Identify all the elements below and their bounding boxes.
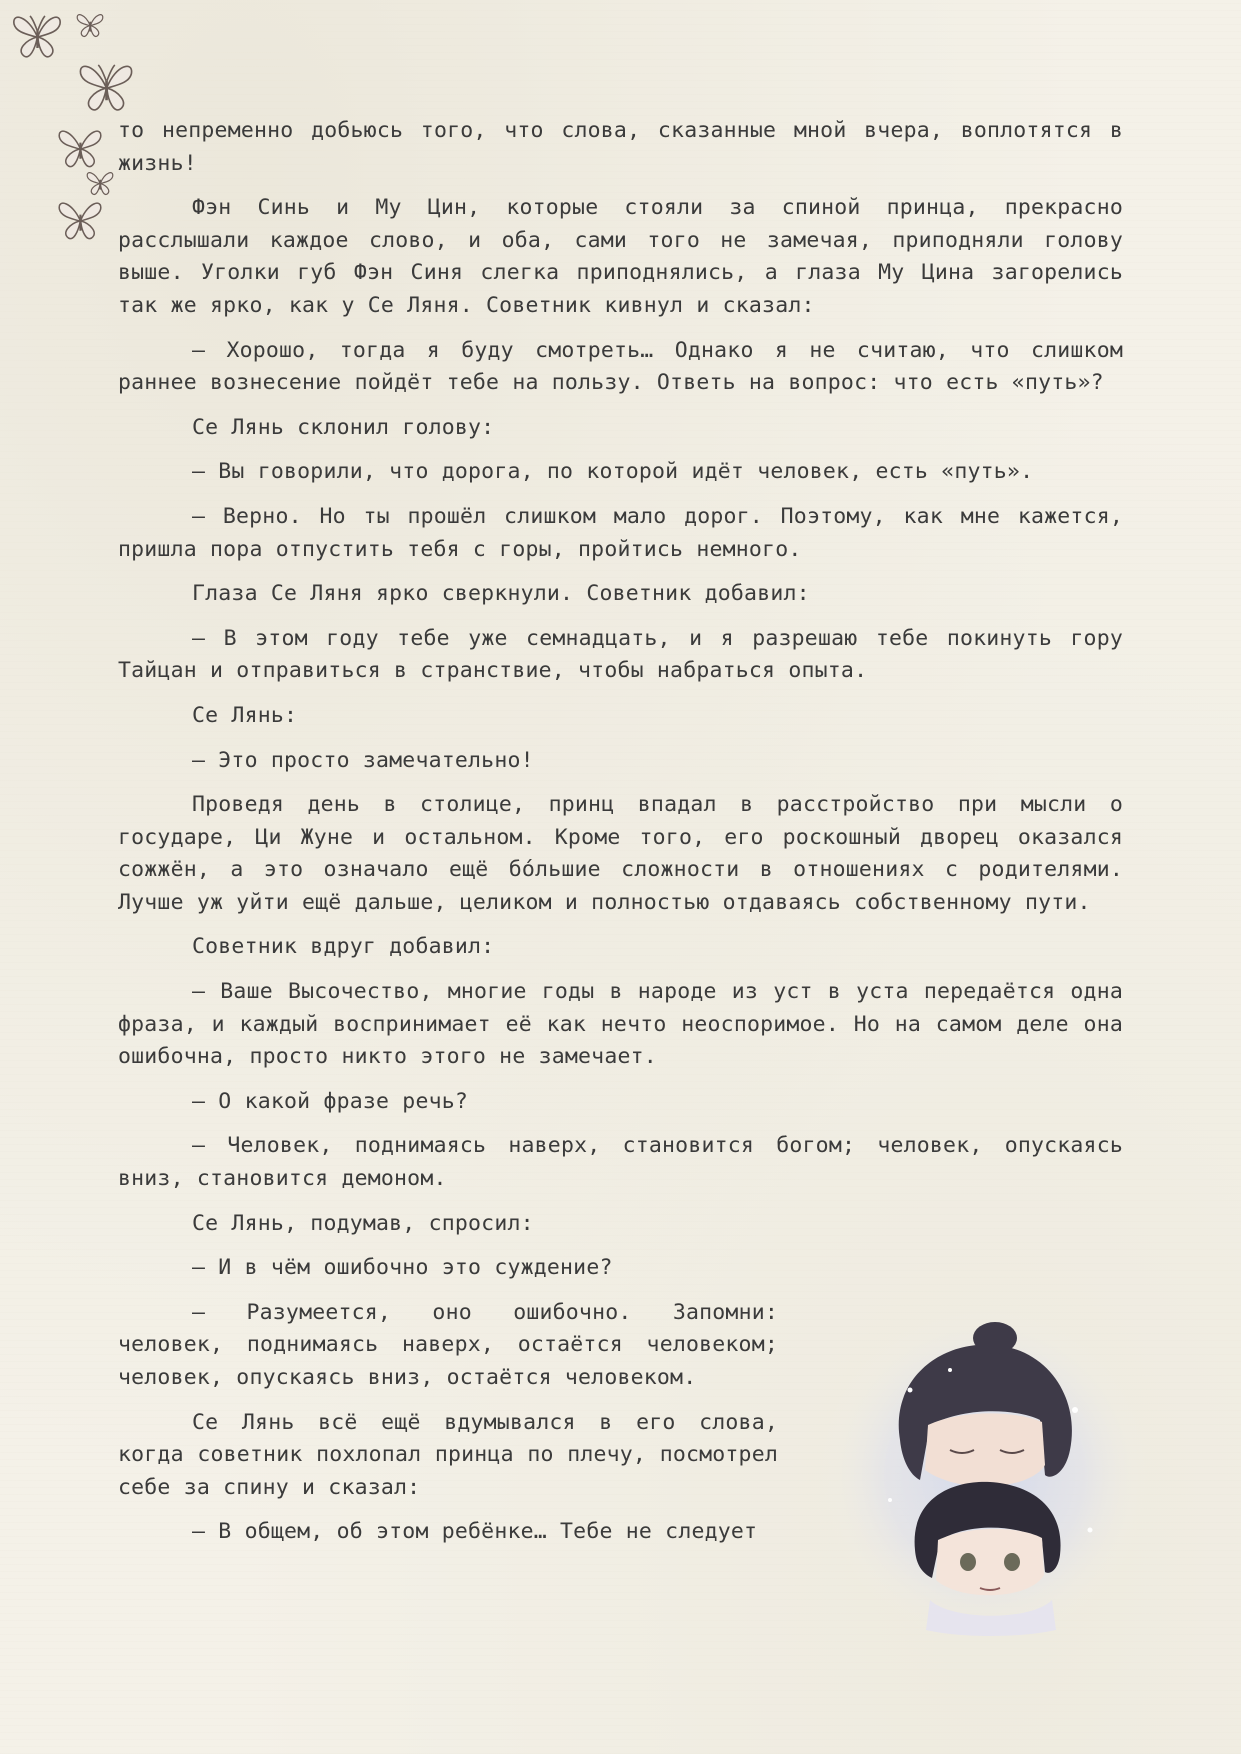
paragraph: — Верно. Но ты прошёл слишком мало дорог. Поэтому, как мне кажется, пришла пора отпустить тебя с горы, пройтись немного.: [118, 503, 1123, 562]
paragraph: Фэн Синь и Му Цин, которые стояли за спиной принца, прекрасно расслышали каждое слово, и оба, сами того не замечая, приподняли голову выше. Уголки губ Фэн Синя слегка приподнялись, а глаза Му Цина загорелись так же ярко, как у Се Ляня. Советник кивнул и сказал:: [118, 195, 1123, 318]
paragraph: — Разумеется, оно ошибочно. Запомни: человек, поднимаясь наверх, остаётся человеком; человек, опускаясь вниз, остаётся человеком.: [118, 1299, 778, 1390]
butterfly-icon: [8, 10, 66, 62]
paragraph: — И в чём ошибочно это суждение?: [192, 1255, 613, 1281]
paragraph: Се Лянь всё ещё вдумывался в его слова, когда советник похлопал принца по плечу, посмотрел себе за спину и сказал:: [118, 1409, 778, 1500]
paragraph: Глаза Се Ляня ярко сверкнули. Советник добавил:: [192, 581, 810, 607]
paragraph: Се Лянь:: [192, 702, 298, 728]
chibi-illustration: [820, 1300, 1150, 1640]
paragraph: — Хорошо, тогда я буду смотреть… Однако я не считаю, что слишком раннее вознесение пойдёт тебе на пользу. Ответь на вопрос: что есть «путь»?: [118, 337, 1123, 396]
paragraph: Се Лянь, подумав, спросил:: [192, 1210, 534, 1236]
paragraph: то непременно добьюсь того, что слова, сказанные мной вчера, воплотятся в жизнь!: [118, 118, 1123, 176]
paragraph: — Человек, поднимаясь наверх, становится богом; человек, опускаясь вниз, становится демоном.: [118, 1133, 1123, 1192]
butterfly-icon: [74, 10, 106, 40]
paragraph: Советник вдруг добавил:: [192, 934, 495, 960]
paragraph: — Это просто замечательно!: [192, 747, 534, 773]
paragraph: — В этом году тебе уже семнадцать, и я разрешаю тебе покинуть гору Тайцан и отправиться в странствие, чтобы набраться опыта.: [118, 625, 1123, 684]
paragraph: Проведя день в столице, принц впадал в расстройство при мысли о государе, Ци Жуне и остальном. Кроме того, его роскошный дворец оказался сожжён, а это означало ещё бо́льшие сложности в отношениях с родителями. Лучше уж уйти ещё дальше, целиком и полностью отдаваясь собственному пути.: [118, 792, 1123, 915]
paragraph: Се Лянь склонил голову:: [192, 414, 495, 440]
paragraph: — В общем, об этом ребёнке… Тебе не следует: [192, 1519, 758, 1545]
butterfly-icon: [54, 124, 106, 172]
paragraph: — Вы говорили, что дорога, по которой идёт человек, есть «путь».: [192, 459, 1034, 485]
butterfly-icon: [54, 196, 106, 244]
paragraph: — О какой фразе речь?: [192, 1088, 469, 1114]
butterfly-icon: [74, 58, 138, 116]
butterfly-icon: [84, 168, 116, 198]
paragraph: — Ваше Высочество, многие годы в народе из уст в уста передаётся одна фраза, и каждый воспринимает её как нечто неоспоримое. Но на самом деле она ошибочна, просто никто этого не замечает.: [118, 979, 1123, 1070]
